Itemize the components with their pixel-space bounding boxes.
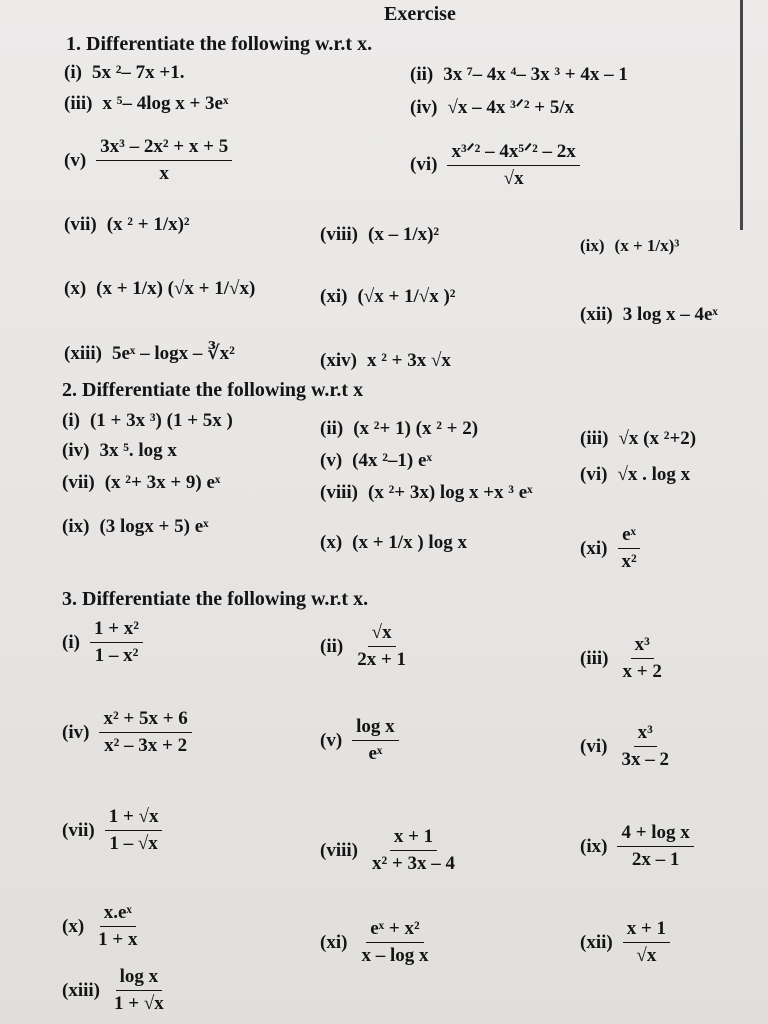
fraction: $\frac{√x}{2x + 1}$ [357, 622, 407, 670]
q2-item: (viii) (x ²+ 3x) log x +x ³ eˣ [320, 482, 533, 503]
q3-item: (xiii) $\frac{\text{log x}}{1 + √x}$ [62, 966, 168, 1015]
fraction: $\frac{\text{x³}}{x + 2}$ [622, 634, 662, 682]
q2-item: (vii) (x ²+ 3x + 9) eˣ [62, 472, 221, 493]
q1-item: (vii) (x ² + 1/x)² [64, 214, 190, 235]
q1-item: (xiv) x ² + 3x √x [320, 350, 451, 371]
q1-item: (x) (x + 1/x) (√x + 1/√x) [64, 278, 256, 299]
fraction: $\frac{\text{log x}}{1 + √x}$ [114, 966, 164, 1014]
q3-item: (i) $\frac{\text{1 + x²}}{\text{1 – x²}}$ [62, 618, 143, 667]
q3-item: (viii) $\frac{x + 1}{\text{x² + 3x – 4}}$ [320, 826, 459, 875]
fraction: $\frac{x + 1}{√x}$ [623, 918, 670, 967]
fraction: $\frac{\text{eˣ + x²}}{\text{x – log x}}$ [361, 918, 429, 966]
q2-item: (vi) √x . log x [580, 464, 691, 485]
q3-item: (vi) $\frac{\text{x³}}{3x - 2}$ [580, 722, 673, 771]
fraction: $\frac{\text{x³ᐟ² – 4x⁵ᐟ² – 2x}}{√x}$ [447, 140, 579, 190]
q1-item: (xiii) 5eˣ – logx – ∛x² [64, 342, 235, 364]
q3-item: (xii) $\frac{x + 1}{√x}$ [580, 918, 670, 967]
q1-item: (xi) (√x + 1/√x )² [320, 286, 456, 307]
q2-item: (iii) √x (x ²+2) [580, 428, 697, 449]
q1-item: (i) 5x ²– 7x +1. [64, 62, 185, 83]
q3-item: (iv) $\frac{\text{x² + 5x + 6}}{\text{x² – 3x + 2}}$ [62, 708, 192, 757]
q1-item: (vi) $\frac{\text{x³ᐟ² – 4x⁵ᐟ² – 2x}}{√x}$ [410, 140, 580, 190]
fraction: $\frac{\text{x.eˣ}}{1 + x}$ [98, 902, 138, 950]
q2-item: (iv) 3x ⁵. log x [62, 440, 177, 461]
q2-item: (x) (x + 1/x ) log x [320, 532, 467, 553]
q1-item: (ix) (x + 1/x)³ [580, 236, 680, 255]
q1-item: (v) $\frac{\text{3x³ – 2x² + x + 5}}{x}$ [64, 136, 232, 185]
fraction: $\frac{\text{eˣ}}{\text{x²}}$ [617, 524, 640, 573]
q3-item: (vii) $\frac{1 + √x}{1 - √x}$ [62, 806, 162, 855]
q3-item: (xi) $\frac{\text{eˣ + x²}}{\text{x – log x}}$ [320, 918, 432, 967]
q1-item: (iv) √x – 4x ³ᐟ² + 5/x [410, 96, 575, 118]
q1-item: (ii) 3x ⁷– 4x ⁴– 3x ³ + 4x – 1 [410, 64, 628, 85]
q2-item: (ii) (x ²+ 1) (x ² + 2) [320, 418, 479, 439]
fraction: $\frac{x + 1}{\text{x² + 3x – 4}}$ [372, 826, 456, 874]
fraction: $\frac{1 + √x}{1 - √x}$ [105, 806, 163, 855]
q2-item: (xi) $\frac{\text{eˣ}}{\text{x²}}$ [580, 524, 641, 573]
q3-item: (ix) $\frac{\text{4 + log x}}{2x - 1}$ [580, 822, 694, 871]
q3-heading: 3. Differentiate the following w.r.t x. [62, 588, 369, 610]
q2-item: (v) (4x ²–1) eˣ [320, 450, 432, 471]
q2-item: (i) (1 + 3x ³) (1 + 5x ) [62, 410, 233, 431]
q2-heading: 2. Differentiate the following w.r.t x [62, 379, 364, 401]
q1-item: (iii) x ⁵– 4log x + 3eˣ [64, 93, 229, 114]
q3-item: (v) $\frac{\text{log x}}{\text{eˣ}}$ [320, 716, 399, 765]
page-title: Exercise [384, 3, 456, 25]
fraction: $\frac{\text{x² + 5x + 6}}{\text{x² – 3x + 2}}$ [99, 708, 191, 757]
fraction: $\frac{\text{4 + log x}}{2x - 1}$ [617, 822, 693, 871]
fraction: $\frac{\text{x³}}{3x - 2}$ [621, 722, 669, 770]
q3-item: (iii) $\frac{\text{x³}}{x + 2}$ [580, 634, 666, 683]
fraction: $\frac{\text{log x}}{\text{eˣ}}$ [352, 716, 399, 765]
fraction: $\frac{\text{3x³ – 2x² + x + 5}}{x}$ [96, 136, 232, 185]
page-edge-line [740, 0, 743, 230]
q3-item: (x) $\frac{\text{x.eˣ}}{1 + x}$ [62, 902, 141, 951]
q3-item: (ii) $\frac{√x}{2x + 1}$ [320, 622, 410, 671]
q2-item: (ix) (3 logx + 5) eˣ [62, 516, 209, 537]
fraction: $\frac{\text{1 + x²}}{\text{1 – x²}}$ [90, 618, 143, 667]
q1-item: (viii) (x – 1/x)² [320, 224, 440, 245]
q1-heading: 1. Differentiate the following w.r.t x. [66, 33, 373, 55]
q1-item: (xii) 3 log x – 4eˣ [580, 304, 718, 325]
